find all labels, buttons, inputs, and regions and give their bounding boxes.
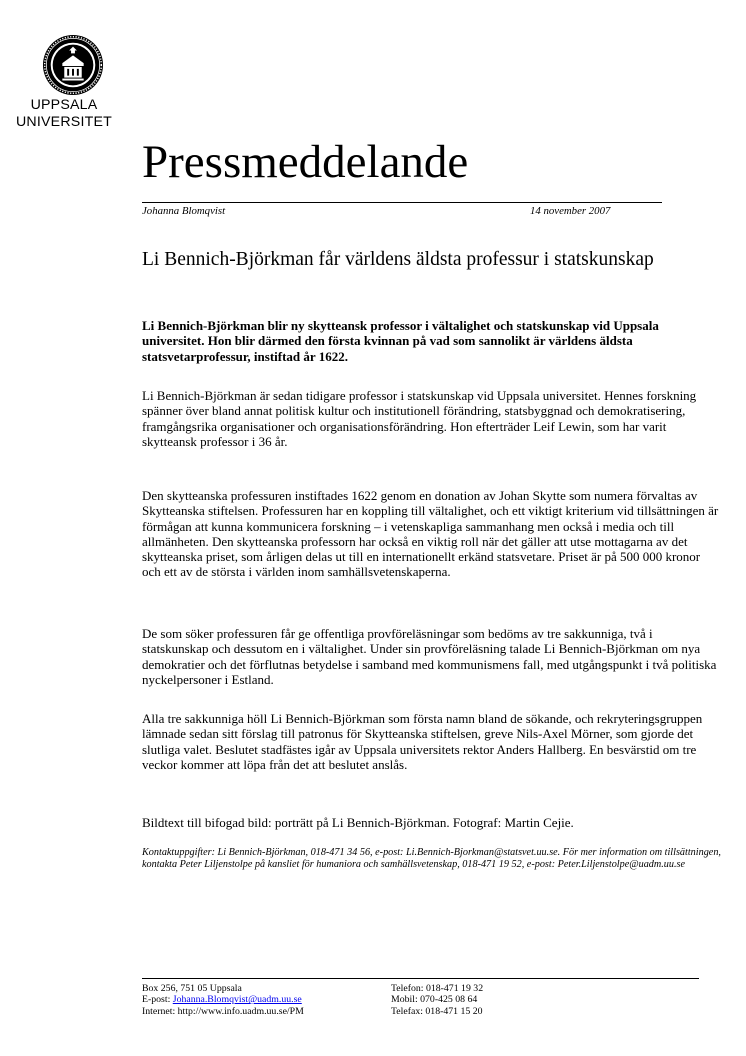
footer-email-label: E-post: [142, 994, 173, 1006]
footer-right [391, 983, 483, 1017]
body-paragraph-4: Alla tre sakkunniga höll Li Bennich-Björkman som första namn bland de sökande, och rekryteringsgruppen lämnade sedan sitt förslag till patronus för Skytteanska stiftelsen, greve Nils-Axel Mörner, som gjorde det slutliga valet. Beslutet stadfästes igår av Uppsala universitets rektor Anders Hallberg. En besvärstid om tre veckor kommer att löpa från det att beslutet anslås. [142, 711, 703, 772]
university-name-line-2: UNIVERSITET [15, 114, 112, 130]
body-paragraph-3: De som söker professuren får ge offentliga provföreläsningar som bedöms av tre sakkunniga, två i statskunskap och dessutom en i vältalighet. Under sin provföreläsning talade Li Bennich-Björkman om nya demokratier och det förflutnas betydelse i samband med kommunismens fall, med utgångspunkt i två politiska nyckelpersoner i Estland. [142, 626, 717, 687]
lead-paragraph: Li Bennich-Björkman blir ny skytteansk professor i vältalighet och statskunskap vid Uppsala universitet. Hon blir därmed den första kvinnan på vad som sannolikt är världens äldsta statsvetarprofessur, instiftad år 1622. [142, 318, 659, 364]
footer-address: Box 256, 751 05 Uppsala [142, 983, 242, 994]
footer-divider [142, 978, 699, 979]
footer-email-link[interactable]: Johanna.Blomqvist@uadm.uu.se [172, 994, 302, 1006]
university-name [0, 97, 128, 131]
university-seal-icon [42, 34, 104, 96]
body-paragraph-1: Li Bennich-Björkman är sedan tidigare professor i statskunskap vid Uppsala universitet. Hennes forskning spänner över bland annat politisk kultur och institutionell förändring, statsbyggnad och demokratisering, framgångsrika organisationer och organisationsförändring. Hon efterträder Leif Lewin, som har varit skytteansk professor i 36 år. [142, 388, 697, 449]
image-caption: Bildtext till bifogad bild: porträtt på Li Bennich-Björkman. Fotograf: Martin Cejie. [142, 815, 574, 830]
footer-mobile: Mobil: 070-425 08 64 [391, 994, 478, 1006]
footer-internet: Internet: http://www.info.uadm.uu.se/PM [142, 1005, 304, 1017]
contact-info: Kontaktuppgifter: Li Bennich-Björkman, 018-471 34 56, e-post: Li.Bennich-Bjorkman@statsvet.uu.se. För mer information om tillsättningen, kontakta Peter Liljenstolpe på kansliet för humaniora och samhällsvetenskap, 018-471 19 52, e-post: Peter.Liljenstolpe@uadm.uu.se [142, 847, 721, 871]
date: 14 november 2007 [530, 205, 611, 217]
author: Johanna Blomqvist [142, 205, 226, 217]
footer-phone: Telefon: 018-471 19 32 [391, 983, 484, 994]
footer-left [142, 983, 304, 1017]
university-name-line-1: UPPSALA [30, 97, 98, 113]
headline: Li Bennich-Björkman får världens äldsta professur i statskunskap [142, 249, 654, 270]
footer-email-line [142, 994, 304, 1005]
body-paragraph-2: Den skytteanska professuren instiftades 1622 genom en donation av Johan Skytte som numera förvaltas av Skytteanska stiftelsen. Professuren har en koppling till vältalighet, och ett viktigt kriterium vid tillsättningen är förmågan att kunna kommunicera forskning – i vetenskapliga sammanhang men också i media och till allmänheten. Den skytteanska professorn har också en viktig roll när det gäller att utse mottagarna av det skytteanska priset, som årligen delas ut till en internationellt erkänd statsvetare. Priset är på 500 000 kronor och ett av de största i världen inom samhällsvetenskaperna. [142, 488, 719, 580]
footer-fax: Telefax: 018-471 15 20 [391, 1005, 483, 1017]
page-title: Pressmeddelande [142, 136, 469, 188]
title-divider [142, 202, 662, 203]
